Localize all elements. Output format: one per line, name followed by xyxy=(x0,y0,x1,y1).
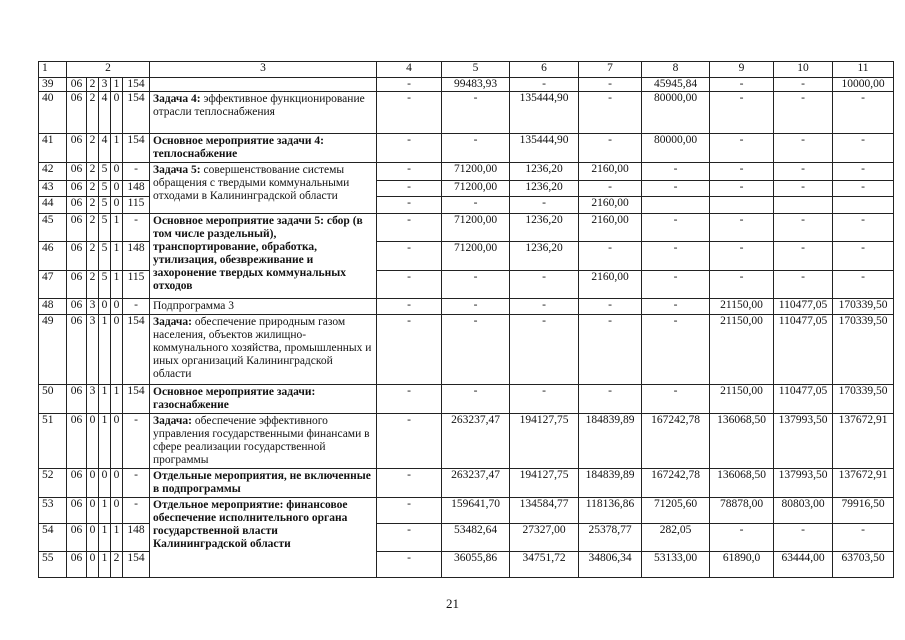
header-cell: 3 xyxy=(150,62,377,78)
code-cell: 2 xyxy=(87,242,99,271)
code-cell: 1 xyxy=(99,414,111,469)
value-cell: - xyxy=(710,134,774,163)
code-cell: 0 xyxy=(111,315,123,385)
row-number: 45 xyxy=(39,214,67,242)
value-cell: - xyxy=(710,242,774,271)
value-cell: 263237,47 xyxy=(442,414,510,469)
code-cell: - xyxy=(123,299,150,315)
row-number: 43 xyxy=(39,181,67,197)
value-cell: 63444,00 xyxy=(774,552,833,578)
code-cell: 06 xyxy=(67,414,87,469)
code-cell: 0 xyxy=(111,469,123,498)
value-cell: 1236,20 xyxy=(510,214,579,242)
value-cell: 170339,50 xyxy=(833,385,894,414)
code-cell: 115 xyxy=(123,271,150,299)
value-cell: - xyxy=(377,134,442,163)
value-cell xyxy=(710,197,774,214)
code-cell: 5 xyxy=(99,163,111,181)
code-cell: 0 xyxy=(87,414,99,469)
description-cell: Задача 5: совершенствование системы обращения с твердыми коммунальными отходами в Калининградской области xyxy=(150,163,377,214)
value-cell: - xyxy=(774,78,833,92)
code-cell: 1 xyxy=(111,385,123,414)
table-row xyxy=(39,385,894,414)
value-cell: - xyxy=(442,134,510,163)
table-row xyxy=(39,214,894,242)
code-cell: 0 xyxy=(87,469,99,498)
value-cell: 136068,50 xyxy=(710,469,774,498)
value-cell: - xyxy=(579,134,642,163)
row-number: 48 xyxy=(39,299,67,315)
code-cell: 1 xyxy=(111,214,123,242)
value-cell: 2160,00 xyxy=(579,214,642,242)
code-cell: 2 xyxy=(87,197,99,214)
code-cell: 0 xyxy=(87,498,99,524)
value-cell: - xyxy=(377,197,442,214)
table-row xyxy=(39,498,894,524)
header-cell: 7 xyxy=(579,62,642,78)
value-cell: 167242,78 xyxy=(642,414,710,469)
value-cell: - xyxy=(642,181,710,197)
code-cell: 06 xyxy=(67,242,87,271)
value-cell: - xyxy=(833,134,894,163)
code-cell: 2 xyxy=(87,271,99,299)
value-cell: - xyxy=(642,242,710,271)
code-cell: 06 xyxy=(67,524,87,552)
value-cell: - xyxy=(642,214,710,242)
header-cell: 10 xyxy=(774,62,833,78)
value-cell: - xyxy=(377,214,442,242)
value-cell: - xyxy=(642,315,710,385)
value-cell: - xyxy=(510,299,579,315)
value-cell: - xyxy=(833,214,894,242)
code-cell: 5 xyxy=(99,214,111,242)
value-cell: - xyxy=(774,163,833,181)
code-cell: - xyxy=(123,498,150,524)
value-cell: 110477,05 xyxy=(774,299,833,315)
value-cell: 135444,90 xyxy=(510,92,579,134)
value-cell: 80803,00 xyxy=(774,498,833,524)
value-cell: - xyxy=(774,524,833,552)
table-row xyxy=(39,299,894,315)
description-cell: Отдельное мероприятие: финансовое обеспечение исполнительного органа государственной власти Калининградской области xyxy=(150,498,377,578)
value-cell: 80000,00 xyxy=(642,134,710,163)
code-cell: 3 xyxy=(87,299,99,315)
task-label: Задача 4: xyxy=(153,93,201,105)
table-row xyxy=(39,469,894,498)
value-cell: - xyxy=(642,271,710,299)
value-cell: 194127,75 xyxy=(510,414,579,469)
value-cell: - xyxy=(710,92,774,134)
value-cell: 36055,86 xyxy=(442,552,510,578)
value-cell: - xyxy=(833,524,894,552)
value-cell: - xyxy=(377,498,442,524)
value-cell: 99483,93 xyxy=(442,78,510,92)
value-cell: - xyxy=(642,163,710,181)
value-cell: - xyxy=(774,214,833,242)
code-cell: 1 xyxy=(99,385,111,414)
value-cell: 263237,47 xyxy=(442,469,510,498)
value-cell: - xyxy=(579,92,642,134)
value-cell: 79916,50 xyxy=(833,498,894,524)
value-cell: 137993,50 xyxy=(774,414,833,469)
header-cell: 4 xyxy=(377,62,442,78)
description-cell: Задача: обеспечение природным газом населения, объектов жилищно-коммунального хозяйства, промышленных и иных организаций Калининградской области xyxy=(150,315,377,385)
value-cell: 21150,00 xyxy=(710,385,774,414)
description-cell: Отдельные мероприятия, не включенные в подпрограммы xyxy=(150,469,377,498)
code-cell: 154 xyxy=(123,315,150,385)
value-cell: - xyxy=(774,271,833,299)
code-cell: 0 xyxy=(99,299,111,315)
value-cell: - xyxy=(774,134,833,163)
value-cell: 71200,00 xyxy=(442,214,510,242)
row-number: 55 xyxy=(39,552,67,578)
value-cell: 282,05 xyxy=(642,524,710,552)
description-cell: Основное мероприятие задачи 5: сбор (в том числе раздельный), транспортирование, обработка, утилизация, обезвреживание и захоронение твердых коммунальных отходов xyxy=(150,214,377,299)
value-cell: 135444,90 xyxy=(510,134,579,163)
code-cell: 06 xyxy=(67,92,87,134)
value-cell: 53133,00 xyxy=(642,552,710,578)
value-cell: - xyxy=(774,242,833,271)
value-cell: 71200,00 xyxy=(442,242,510,271)
value-cell: - xyxy=(377,299,442,315)
value-cell: - xyxy=(774,181,833,197)
value-cell: 63703,50 xyxy=(833,552,894,578)
value-cell: 110477,05 xyxy=(774,315,833,385)
row-number: 46 xyxy=(39,242,67,271)
value-cell: 45945,84 xyxy=(642,78,710,92)
value-cell: 21150,00 xyxy=(710,299,774,315)
code-cell: 06 xyxy=(67,299,87,315)
code-cell: 5 xyxy=(99,271,111,299)
code-cell: 0 xyxy=(111,163,123,181)
value-cell: 2160,00 xyxy=(579,271,642,299)
value-cell: - xyxy=(510,78,579,92)
value-cell: 34806,34 xyxy=(579,552,642,578)
value-cell: 194127,75 xyxy=(510,469,579,498)
value-cell: 1236,20 xyxy=(510,181,579,197)
description-cell xyxy=(150,78,377,92)
value-cell: 137993,50 xyxy=(774,469,833,498)
value-cell: 27327,00 xyxy=(510,524,579,552)
code-cell: 06 xyxy=(67,498,87,524)
value-cell: - xyxy=(377,414,442,469)
value-cell: - xyxy=(710,214,774,242)
value-cell: 1236,20 xyxy=(510,242,579,271)
code-cell: 115 xyxy=(123,197,150,214)
value-cell: 2160,00 xyxy=(579,163,642,181)
task-label: Задача 5: xyxy=(153,164,201,176)
code-cell: 06 xyxy=(67,385,87,414)
value-cell: 61890,0 xyxy=(710,552,774,578)
code-cell: 0 xyxy=(111,181,123,197)
value-cell: - xyxy=(710,163,774,181)
header-row xyxy=(39,62,894,78)
code-cell: 148 xyxy=(123,242,150,271)
value-cell: - xyxy=(833,163,894,181)
row-number: 42 xyxy=(39,163,67,181)
header-cell: 9 xyxy=(710,62,774,78)
description-cell: Подпрограмма 3 xyxy=(150,299,377,315)
code-cell: 154 xyxy=(123,92,150,134)
value-cell: - xyxy=(377,552,442,578)
code-cell: 1 xyxy=(99,552,111,578)
code-cell: 0 xyxy=(87,524,99,552)
value-cell: - xyxy=(377,469,442,498)
code-cell: 0 xyxy=(111,197,123,214)
code-cell: 0 xyxy=(111,92,123,134)
code-cell: 1 xyxy=(99,498,111,524)
code-cell: 5 xyxy=(99,242,111,271)
value-cell: 184839,89 xyxy=(579,469,642,498)
description-cell: Задача: обеспечение эффективного управления государственными финансами в сфере реализации государственной программы xyxy=(150,414,377,469)
value-cell: - xyxy=(442,92,510,134)
value-cell: - xyxy=(579,78,642,92)
code-cell: 5 xyxy=(99,181,111,197)
value-cell: 137672,91 xyxy=(833,469,894,498)
code-cell: - xyxy=(123,469,150,498)
code-cell: 3 xyxy=(87,315,99,385)
value-cell: - xyxy=(510,271,579,299)
code-cell: 154 xyxy=(123,134,150,163)
code-cell: 148 xyxy=(123,181,150,197)
row-number: 51 xyxy=(39,414,67,469)
code-cell: 2 xyxy=(87,92,99,134)
value-cell: 71200,00 xyxy=(442,163,510,181)
value-cell: 71200,00 xyxy=(442,181,510,197)
row-number: 54 xyxy=(39,524,67,552)
code-cell: 2 xyxy=(87,78,99,92)
value-cell: - xyxy=(710,524,774,552)
code-cell: 154 xyxy=(123,78,150,92)
value-cell: 170339,50 xyxy=(833,315,894,385)
value-cell: 2160,00 xyxy=(579,197,642,214)
code-cell: 3 xyxy=(99,78,111,92)
value-cell: 80000,00 xyxy=(642,92,710,134)
code-cell: 148 xyxy=(123,524,150,552)
task-label: Задача: xyxy=(153,316,192,328)
value-cell: 1236,20 xyxy=(510,163,579,181)
header-cell: 8 xyxy=(642,62,710,78)
code-cell: 2 xyxy=(111,552,123,578)
value-cell: - xyxy=(510,315,579,385)
value-cell: - xyxy=(579,299,642,315)
value-cell: - xyxy=(710,271,774,299)
code-cell: 0 xyxy=(111,299,123,315)
table-row xyxy=(39,134,894,163)
code-cell: 4 xyxy=(99,92,111,134)
value-cell: - xyxy=(377,163,442,181)
code-cell: 2 xyxy=(87,134,99,163)
row-number: 47 xyxy=(39,271,67,299)
code-cell: 1 xyxy=(111,78,123,92)
value-cell: 78878,00 xyxy=(710,498,774,524)
value-cell: 170339,50 xyxy=(833,299,894,315)
value-cell xyxy=(774,197,833,214)
header-cell: 5 xyxy=(442,62,510,78)
code-cell: 06 xyxy=(67,134,87,163)
code-cell: 1 xyxy=(111,524,123,552)
row-number: 44 xyxy=(39,197,67,214)
description-cell: Основное мероприятие задачи 4: теплоснабжение xyxy=(150,134,377,163)
table-row xyxy=(39,315,894,385)
header-cell: 1 xyxy=(39,62,67,78)
code-cell: 1 xyxy=(99,524,111,552)
value-cell: - xyxy=(377,242,442,271)
code-cell: 1 xyxy=(111,134,123,163)
code-cell: 5 xyxy=(99,197,111,214)
code-cell: 154 xyxy=(123,385,150,414)
code-cell: 1 xyxy=(99,315,111,385)
task-label: Задача: xyxy=(153,415,192,427)
code-cell: 06 xyxy=(67,469,87,498)
value-cell: - xyxy=(442,315,510,385)
code-cell: 1 xyxy=(111,271,123,299)
row-number: 53 xyxy=(39,498,67,524)
value-cell: 159641,70 xyxy=(442,498,510,524)
header-cell: 6 xyxy=(510,62,579,78)
code-cell: 06 xyxy=(67,214,87,242)
code-cell: - xyxy=(123,414,150,469)
code-cell: 3 xyxy=(87,385,99,414)
row-number: 40 xyxy=(39,92,67,134)
table-row xyxy=(39,78,894,92)
value-cell: - xyxy=(710,181,774,197)
value-cell: 34751,72 xyxy=(510,552,579,578)
code-cell: 2 xyxy=(87,181,99,197)
value-cell: - xyxy=(377,315,442,385)
value-cell: - xyxy=(579,315,642,385)
value-cell xyxy=(642,197,710,214)
value-cell: - xyxy=(774,92,833,134)
code-cell: 06 xyxy=(67,78,87,92)
code-cell: 2 xyxy=(87,163,99,181)
value-cell: - xyxy=(833,271,894,299)
value-cell: - xyxy=(833,92,894,134)
code-cell: 0 xyxy=(111,498,123,524)
code-cell: 06 xyxy=(67,315,87,385)
code-cell: 0 xyxy=(87,552,99,578)
row-number: 50 xyxy=(39,385,67,414)
value-cell: - xyxy=(377,92,442,134)
value-cell: - xyxy=(833,242,894,271)
value-cell: 136068,50 xyxy=(710,414,774,469)
value-cell: - xyxy=(377,181,442,197)
table-row xyxy=(39,163,894,181)
value-cell: - xyxy=(377,78,442,92)
value-cell: - xyxy=(579,181,642,197)
value-cell: - xyxy=(442,385,510,414)
value-cell: - xyxy=(579,242,642,271)
value-cell: - xyxy=(442,299,510,315)
value-cell: - xyxy=(377,385,442,414)
value-cell: - xyxy=(442,271,510,299)
value-cell: - xyxy=(642,385,710,414)
value-cell: 21150,00 xyxy=(710,315,774,385)
code-cell: 1 xyxy=(111,242,123,271)
value-cell: 184839,89 xyxy=(579,414,642,469)
header-cell: 11 xyxy=(833,62,894,78)
table-row xyxy=(39,414,894,469)
value-cell: 10000,00 xyxy=(833,78,894,92)
code-cell: 06 xyxy=(67,552,87,578)
description-cell: Задача 4: эффективное функционирование отрасли теплоснабжения xyxy=(150,92,377,134)
value-cell: 137672,91 xyxy=(833,414,894,469)
value-cell: - xyxy=(510,197,579,214)
row-number: 52 xyxy=(39,469,67,498)
row-number: 49 xyxy=(39,315,67,385)
value-cell: - xyxy=(442,197,510,214)
value-cell: - xyxy=(510,385,579,414)
value-cell: - xyxy=(579,385,642,414)
description-cell: Основное мероприятие задачи: газоснабжение xyxy=(150,385,377,414)
page-number: 21 xyxy=(446,596,459,611)
value-cell: 110477,05 xyxy=(774,385,833,414)
value-cell: - xyxy=(710,78,774,92)
value-cell xyxy=(833,197,894,214)
code-cell: 0 xyxy=(99,469,111,498)
value-cell: 118136,86 xyxy=(579,498,642,524)
table-row xyxy=(39,92,894,134)
code-cell: 2 xyxy=(87,214,99,242)
value-cell: 167242,78 xyxy=(642,469,710,498)
code-cell: 4 xyxy=(99,134,111,163)
value-cell: - xyxy=(642,299,710,315)
value-cell: 25378,77 xyxy=(579,524,642,552)
code-cell: 0 xyxy=(111,414,123,469)
code-cell: 06 xyxy=(67,163,87,181)
row-number: 39 xyxy=(39,78,67,92)
budget-table xyxy=(38,61,894,578)
row-number: 41 xyxy=(39,134,67,163)
code-cell: - xyxy=(123,163,150,181)
code-cell: 06 xyxy=(67,181,87,197)
value-cell: 71205,60 xyxy=(642,498,710,524)
code-cell: - xyxy=(123,214,150,242)
code-cell: 06 xyxy=(67,271,87,299)
value-cell: 53482,64 xyxy=(442,524,510,552)
value-cell: - xyxy=(833,181,894,197)
code-cell: 06 xyxy=(67,197,87,214)
code-cell: 154 xyxy=(123,552,150,578)
value-cell: - xyxy=(377,271,442,299)
value-cell: - xyxy=(377,524,442,552)
value-cell: 134584,77 xyxy=(510,498,579,524)
header-cell: 2 xyxy=(67,62,150,78)
